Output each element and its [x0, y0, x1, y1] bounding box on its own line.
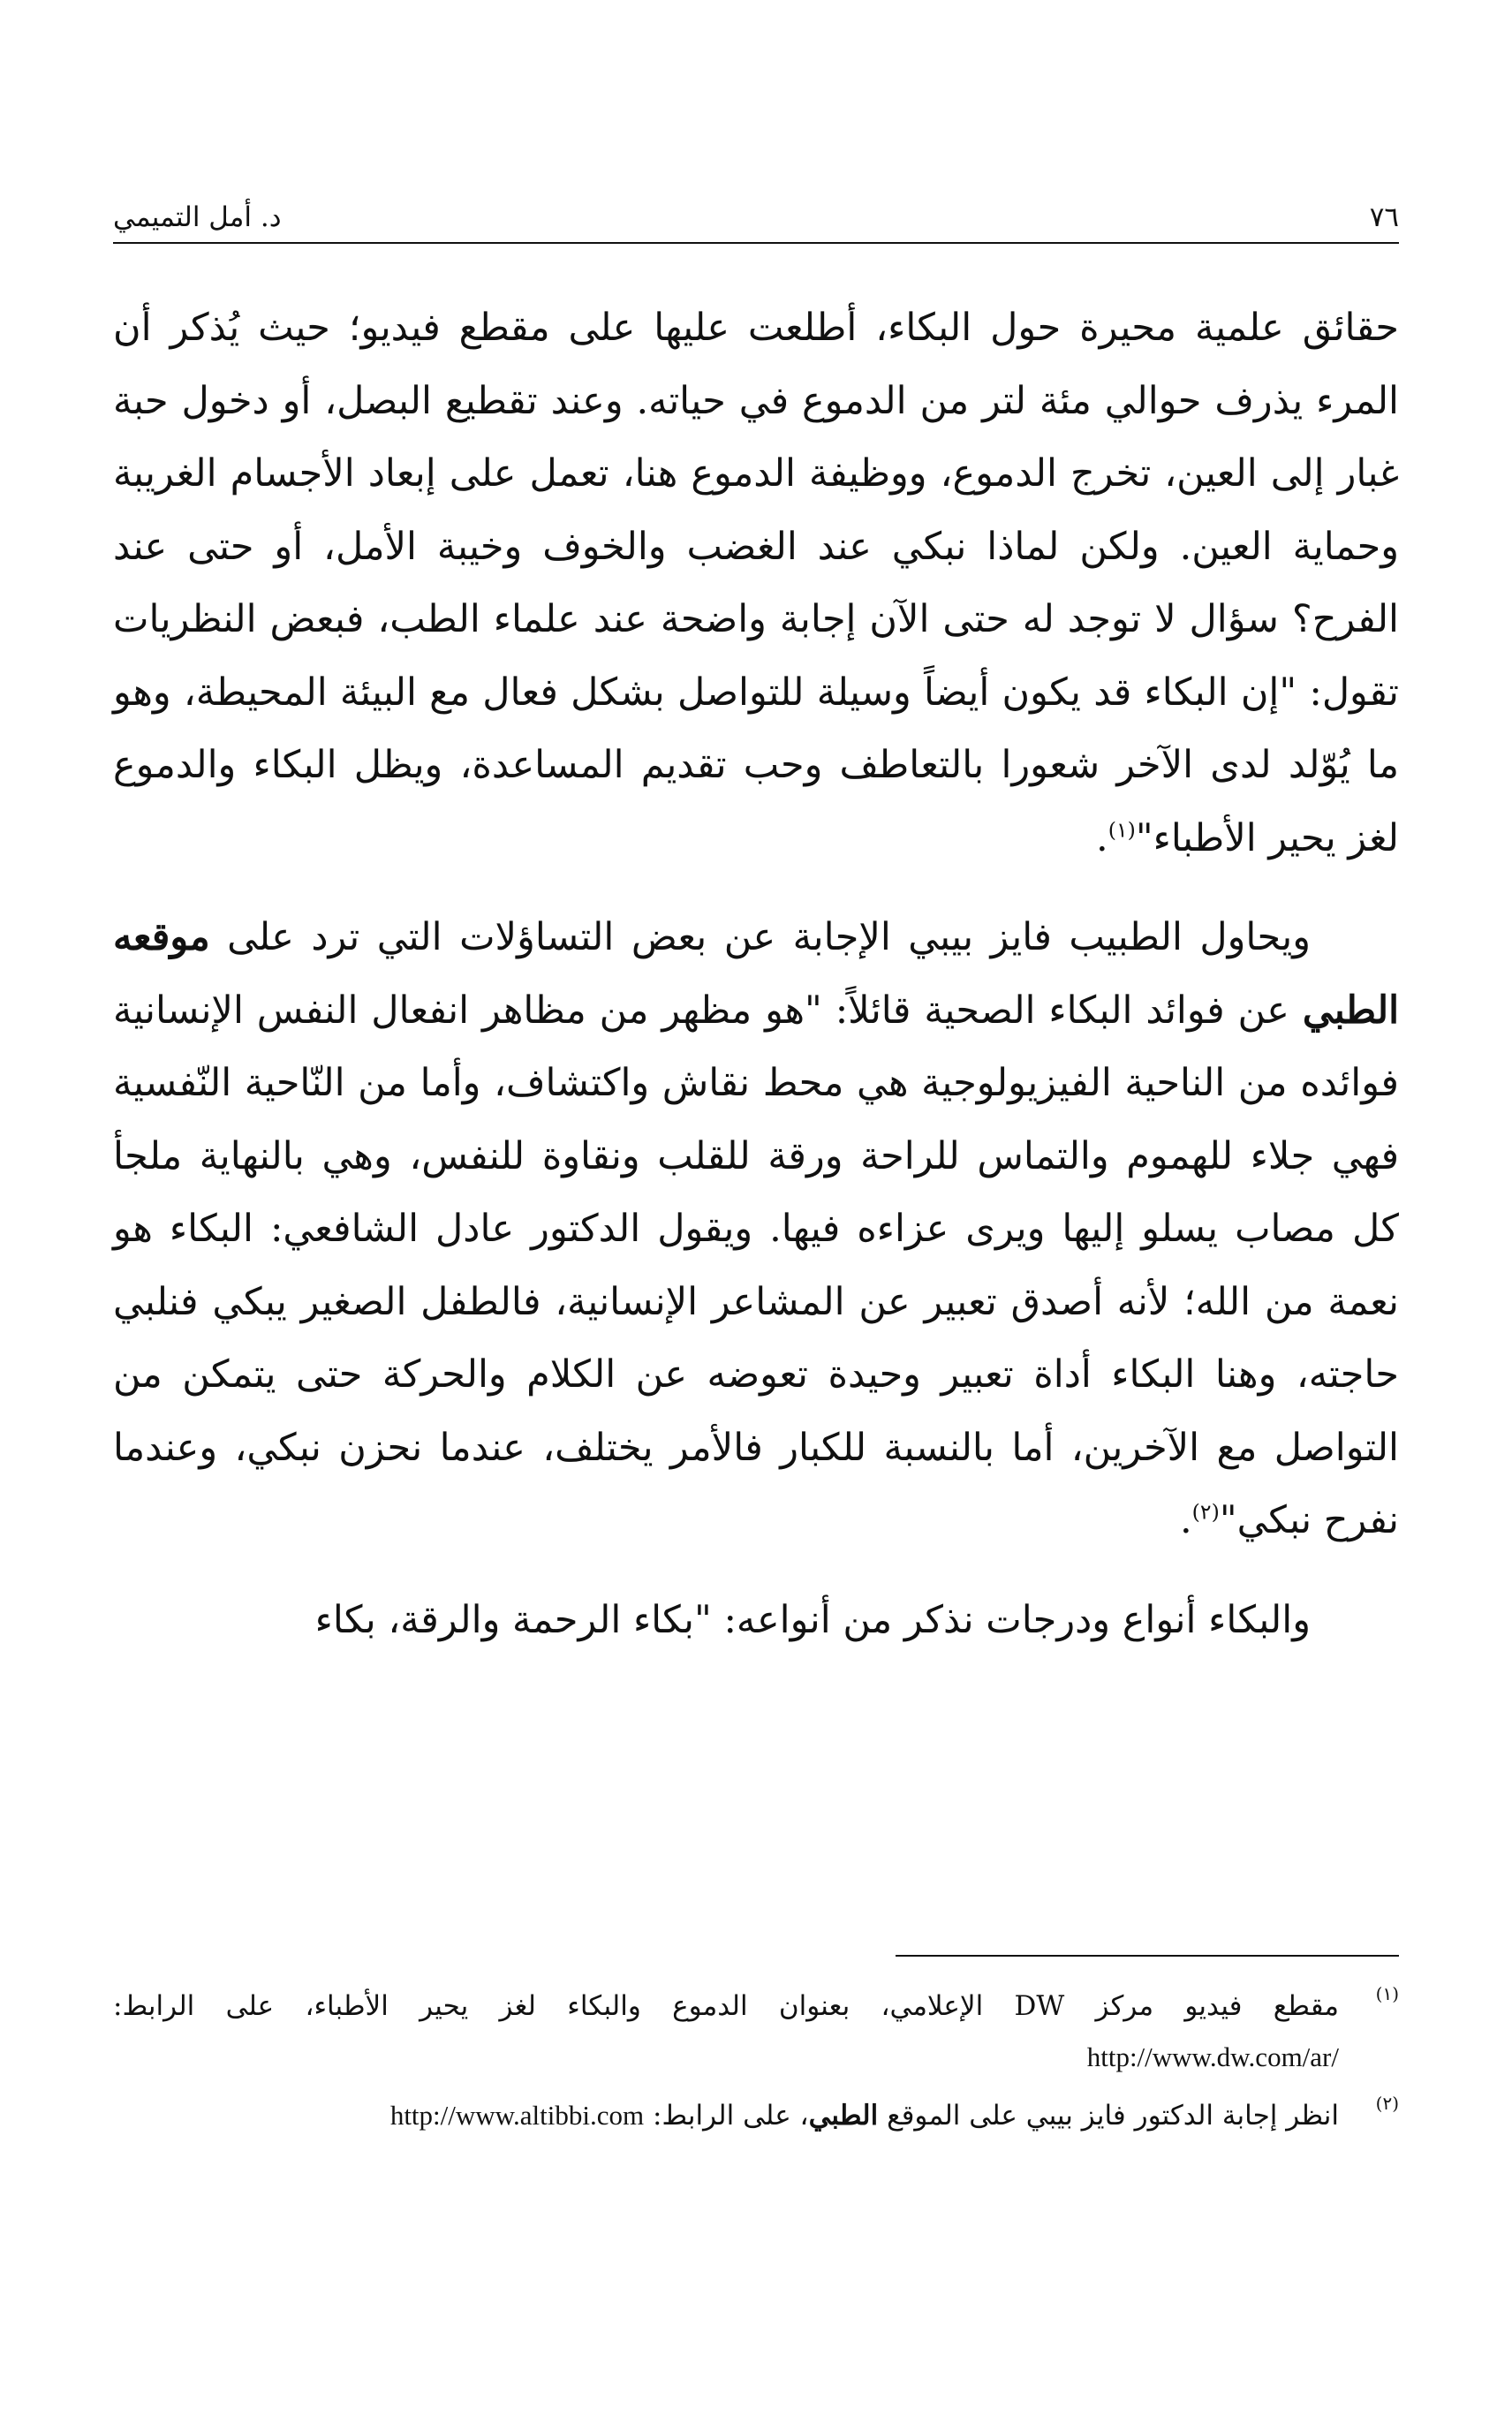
footnote-2-link[interactable]: http://www.altibbi.com	[389, 2100, 645, 2131]
page-number: ٧٦	[1369, 201, 1399, 233]
body-text	[113, 292, 1399, 1683]
footnote-1-number: (١)	[1375, 1983, 1399, 2004]
footnote-ref-1: (١)	[1108, 817, 1136, 843]
footnote-2-number: (٢)	[1375, 2093, 1399, 2114]
paragraph-3	[113, 1584, 1399, 1657]
footnote-2-text-before: انظر إجابة الدكتور فايز بيبي على الموقع	[887, 2100, 1339, 2132]
footnote-1-text: مقطع فيديو مركز DW الإعلامي، بعنوان الدموع والبكاء لغز يحير الأطباء، على الرابط:	[113, 1990, 1340, 2022]
footnote-1-link[interactable]: http://www.dw.com/ar/	[1086, 2041, 1339, 2072]
running-header	[113, 184, 1399, 233]
paragraph-1-end: .	[1096, 815, 1108, 860]
footnote-2	[113, 2090, 1399, 2141]
footnote-2-text-after: ، على الرابط:	[652, 2100, 809, 2132]
footnote-2-bold: الطبي	[808, 2100, 879, 2132]
paragraph-2-lead: ويحاول الطبيب فايز بيبي الإجابة عن بعض التساؤلات التي ترد على	[227, 915, 1312, 959]
footnote-1	[113, 1980, 1399, 2083]
paragraph-2-end: .	[1179, 1498, 1192, 1542]
paragraph-2	[113, 901, 1399, 1557]
footnote-divider	[896, 1955, 1399, 1957]
author-name: د. أمل التميمي	[113, 201, 282, 233]
footnotes	[113, 1980, 1399, 2148]
paragraph-2-bold: موقعه الطبي	[113, 915, 1400, 1033]
paragraph-1-text: حقائق علمية محيرة حول البكاء، أطلعت عليها على مقطع فيديو؛ حيث يُذكر أن المرء يذرف حوالي مئة لتر من الدموع في حياته. وعند تقطيع البصل، أو دخول حبة غبار إلى العين، تخرج الدموع، ووظيفة الدموع هنا، تعمل على إبعاد الأجسام الغريبة وحماية العين. ولكن لماذا نبكي عند الغضب والخوف وخيبة الأمل، أو حتى عند الفرح؟ سؤال لا توجد له حتى الآن إجابة واضحة عند علماء الطب، فبعض النظريات تقول: "إن البكاء قد يكون أيضاً وسيلة للتواصل بشكل فعال مع البيئة المحيطة، وهو ما يُوّلد لدى الآخر شعورا بالتعاطف وحب تقديم المساعدة، ويظل البكاء والدموع لغز يحير الأطباء"	[113, 306, 1399, 860]
paragraph-2-rest: عن فوائد البكاء الصحية قائلاً: "هو مظهر من مظاهر انفعال النفس الإنسانية فوائده من الناحية الفيزيولوجية هي محط نقاش واكتشاف، وأما من النّاحية النّفسية فهي جلاء للهموم والتماس للراحة ورقة للقلب ونقاوة للنفس، وهي بالنهاية ملجأ كل مصاب يسلو إليها ويرى عزاءه فيها. ويقول الدكتور عادل الشافعي: البكاء هو نعمة من الله؛ لأنه أصدق تعبير عن المشاعر الإنسانية، فالطفل الصغير يبكي فنلبي حاجته، وهنا البكاء أداة تعبير وحيدة تعوضه عن الكلام والحركة حتى يتمكن من التواصل مع الآخرين، أما بالنسبة للكبار فالأمر يختلف، عندما نحزن نبكي، وعندما نفرح نبكي"	[113, 988, 1399, 1542]
header-divider	[113, 242, 1399, 244]
paragraph-1	[113, 292, 1399, 875]
paragraph-3-text: والبكاء أنواع ودرجات نذكر من أنواعه: "بكاء الرحمة والرقة، بكاء	[314, 1597, 1311, 1642]
footnote-ref-2: (٢)	[1191, 1499, 1220, 1525]
